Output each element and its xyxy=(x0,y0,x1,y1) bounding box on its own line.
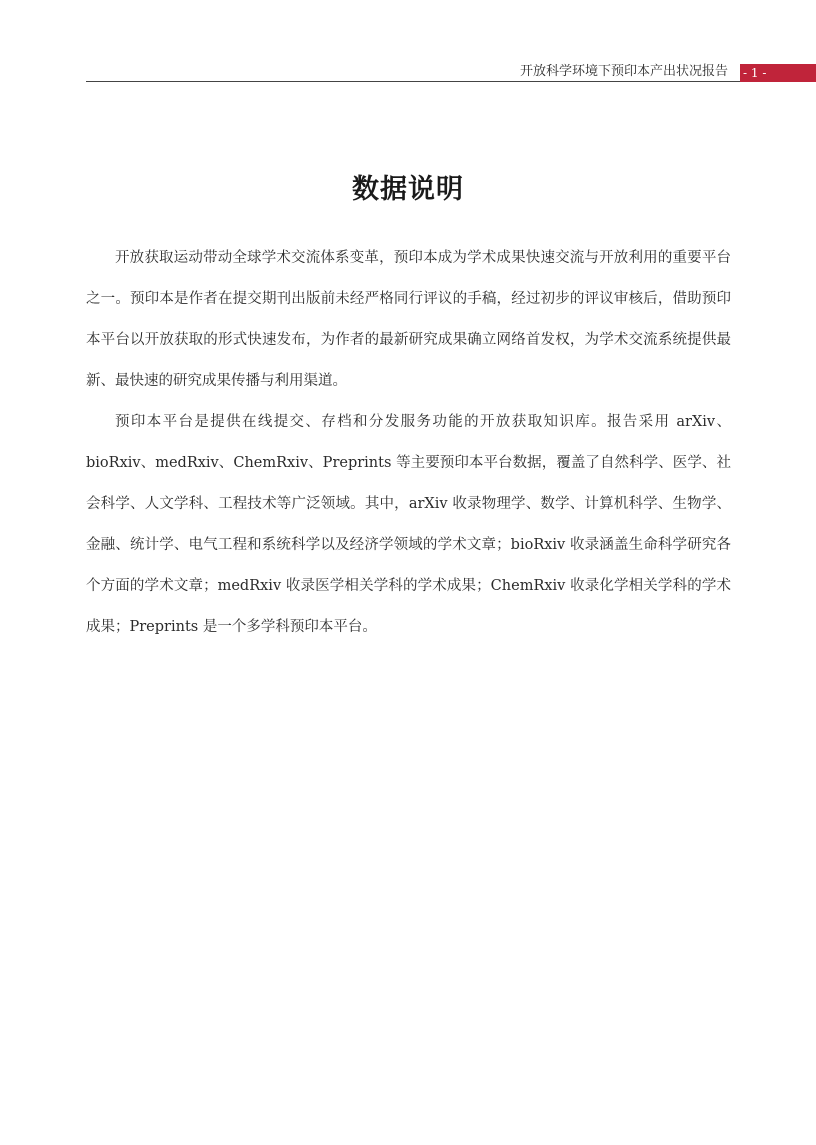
page-number-tab: - 1 - xyxy=(740,64,816,82)
paragraph-platforms: 预印本平台是提供在线提交、存档和分发服务功能的开放获取知识库。报告采用 arXiv、bioRxiv、medRxiv、ChemRxiv、Preprints 等主要预印本平台数据，覆盖了自然科学、医学、社会科学、人文学科、工程技术等广泛领域。其中，arXiv 收录物理学、数学、计算机科学、生物学、金融、统计学、电气工程和系统科学以及经济学领域的学术文章；bioRxiv 收录涵盖生命科学研究各个方面的学术文章；medRxiv 收录医学相关学科的学术成果；ChemRxiv 收录化学相关学科的学术成果；Preprints 是一个多学科预印本平台。 xyxy=(86,414,731,635)
header-rule xyxy=(86,81,816,82)
paragraph-intro: 开放获取运动带动全球学术交流体系变革，预印本成为学术成果快速交流与开放利用的重要平台之一。预印本是作者在提交期刊出版前未经严格同行评议的手稿，经过初步的评议审核后，借助预印本平台以开放获取的形式快速发布，为作者的最新研究成果确立网络首发权，为学术交流系统提供最新、最快速的研究成果传播与利用渠道。 xyxy=(86,250,731,389)
section-body xyxy=(86,238,731,648)
running-title: 开放科学环境下预印本产出状况报告 xyxy=(519,64,728,79)
page-header xyxy=(86,60,816,84)
section-title: 数据说明 xyxy=(352,174,464,206)
